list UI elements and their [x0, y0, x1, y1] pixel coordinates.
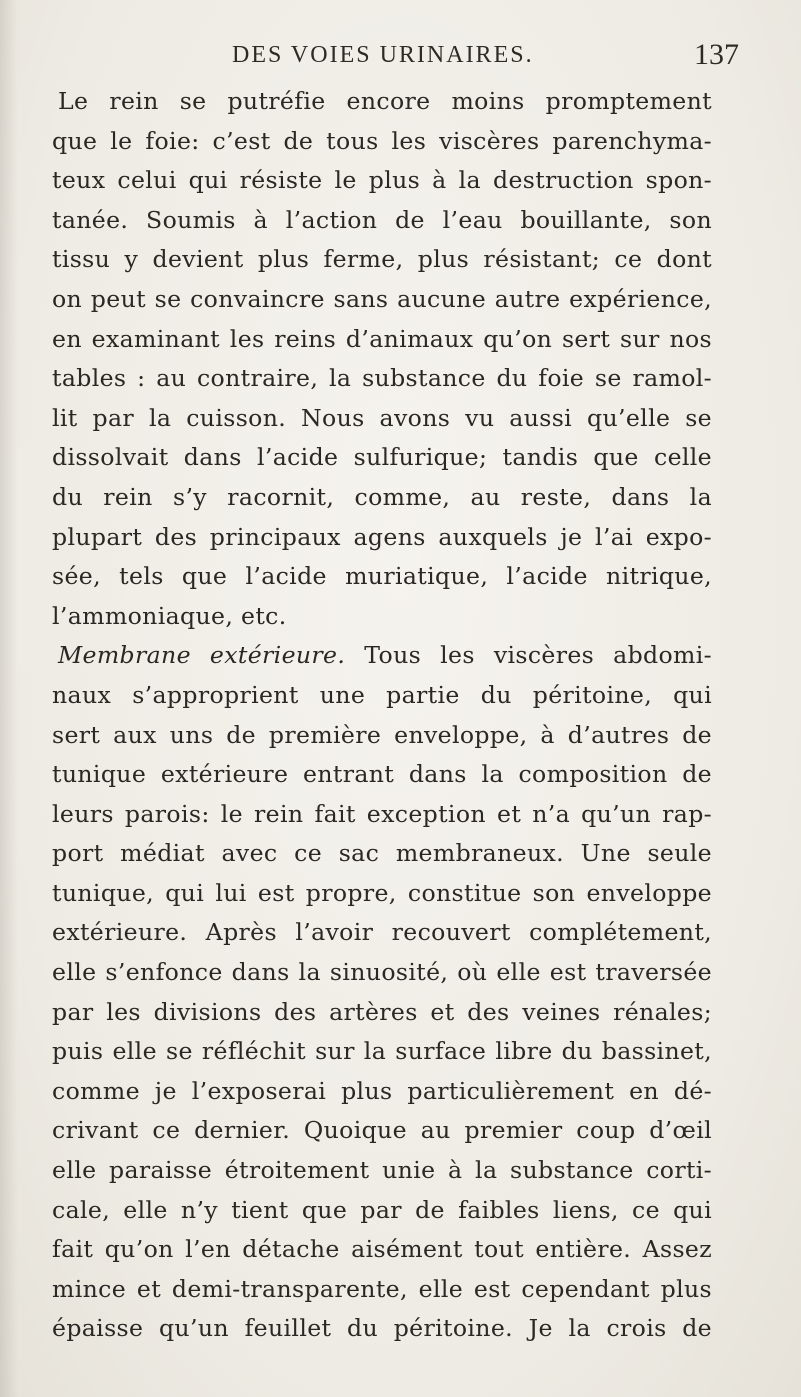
text-line: mince et demi-transparente, elle est cependant plus	[52, 1274, 712, 1303]
text-line: tunique extérieure entrant dans la composition de	[52, 760, 712, 789]
text-line: par les divisions des artères et des veines rénales;	[52, 997, 712, 1026]
text-line: on peut se convaincre sans aucune autre expérience,	[52, 284, 712, 313]
running-head: DES VOIES URINAIRES.	[232, 42, 534, 68]
text-line: l’ammoniaque, etc.	[52, 601, 287, 630]
text-line: extérieure. Après l’avoir recouvert complétement,	[52, 918, 712, 947]
text-line: Le rein se putréfie encore moins promptement	[58, 87, 712, 115]
text-line: naux s’approprient une partie du péritoine, qui	[52, 680, 712, 709]
text-line: tanée. Soumis à l’action de l’eau bouillante, son	[52, 205, 712, 234]
text-line: que le foie: c’est de tous les viscères parenchyma-	[52, 126, 712, 155]
section-heading-continuation: Tous les viscères abdomi-	[345, 641, 712, 670]
text-line: leurs parois: le rein fait exception et n’a qu’un rap-	[52, 799, 712, 828]
text-line: en examinant les reins d’animaux qu’on sert sur nos	[52, 324, 712, 353]
text-line: épaisse qu’un feuillet du péritoine. Je la crois de	[52, 1314, 712, 1343]
text-line: lit par la cuisson. Nous avons vu aussi qu’elle se	[52, 403, 712, 432]
text-line: sée, tels que l’acide muriatique, l’acide nitrique,	[52, 562, 712, 591]
page-header	[0, 38, 801, 82]
section-heading-line	[52, 636, 712, 676]
body-text	[52, 82, 712, 1349]
text-line: tables : au contraire, la substance du foie se ramol-	[52, 364, 712, 393]
text-line: sert aux uns de première enveloppe, à d’autres de	[52, 720, 712, 749]
text-line: cale, elle n’y tient que par de faibles liens, ce qui	[52, 1195, 712, 1224]
text-line: tissu y devient plus ferme, plus résistant; ce dont	[52, 245, 712, 274]
text-line: du rein s’y racornit, comme, au reste, dans la	[52, 482, 712, 511]
page-number: 137	[694, 38, 739, 71]
text-line: teux celui qui résiste le plus à la destruction spon-	[52, 166, 712, 195]
text-line: tunique, qui lui est propre, constitue son enveloppe	[52, 878, 712, 907]
binding-gutter-shadow	[0, 0, 18, 1397]
text-line: elle s’enfonce dans la sinuosité, où elle est traversée	[52, 958, 712, 987]
text-line: port médiat avec ce sac membraneux. Une seule	[52, 839, 712, 868]
text-line: plupart des principaux agens auxquels je l’ai expo-	[52, 522, 712, 551]
text-line: dissolvait dans l’acide sulfurique; tandis que celle	[52, 443, 712, 472]
text-line: puis elle se réfléchit sur la surface libre du bassinet,	[52, 1037, 712, 1066]
text-line: elle paraisse étroitement unie à la substance corti-	[52, 1156, 712, 1185]
section-heading: Membrane extérieure.	[58, 641, 346, 670]
text-line: comme je l’exposerai plus particulièrement en dé-	[52, 1076, 712, 1105]
text-line: crivant ce dernier. Quoique au premier coup d’œil	[52, 1116, 712, 1145]
text-line: fait qu’on l’en détache aisément tout entière. Assez	[52, 1235, 712, 1264]
